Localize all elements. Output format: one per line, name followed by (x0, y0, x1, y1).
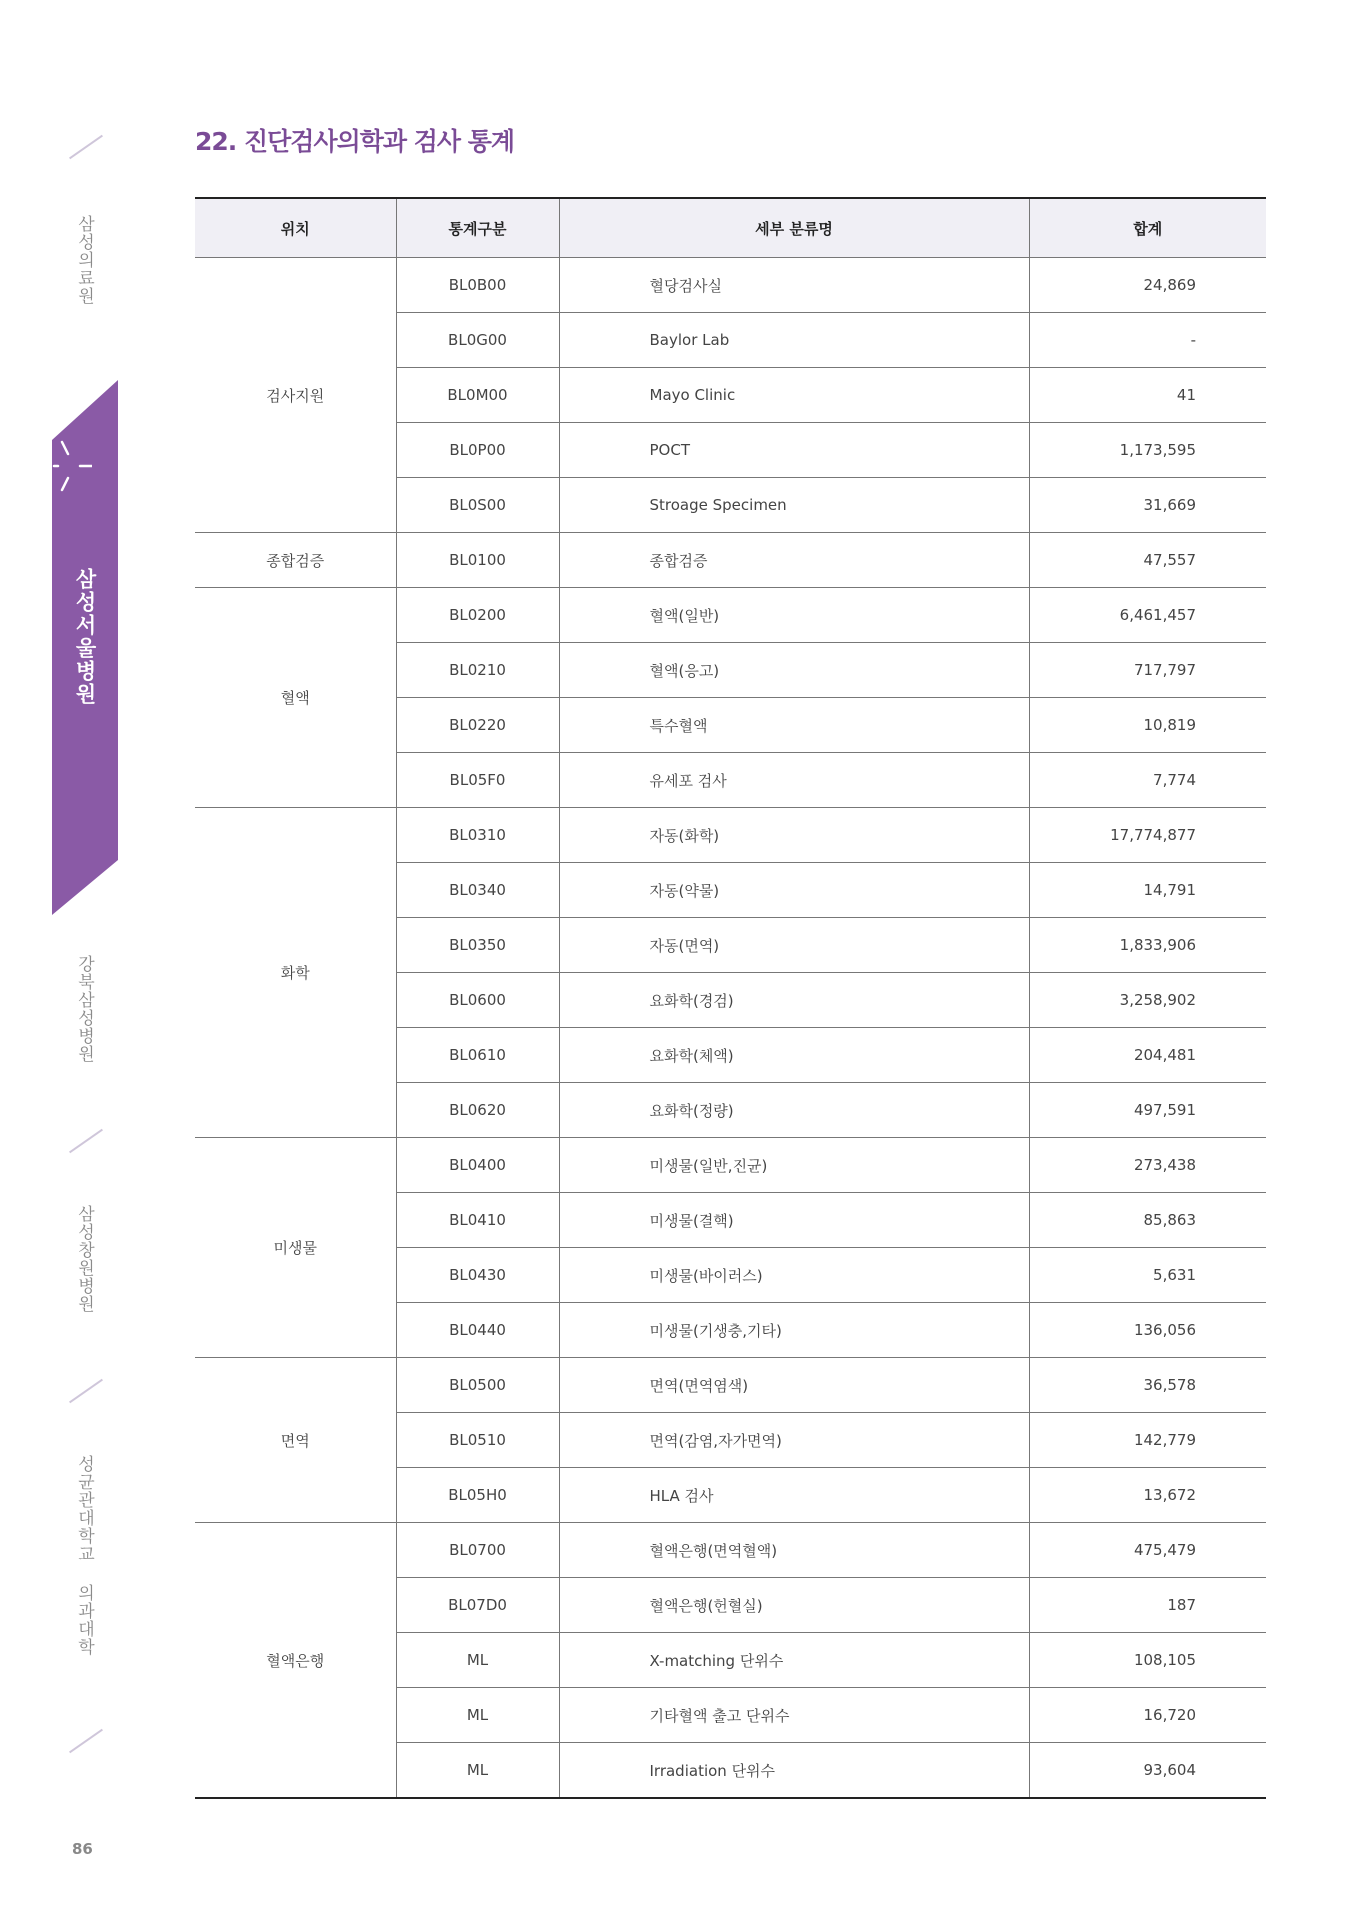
table-row (195, 588, 1266, 643)
table-row (195, 1138, 1266, 1193)
cell-code: BL0350 (396, 918, 559, 973)
sparkle-icon (52, 438, 92, 494)
cell-location: 미생물 (195, 1138, 396, 1358)
cell-code: BL0200 (396, 588, 559, 643)
divider-slash (69, 135, 103, 160)
header-total: 합계 (1029, 198, 1266, 258)
table-row (195, 258, 1266, 313)
divider-slash (69, 1129, 103, 1154)
cell-code: BL0400 (396, 1138, 559, 1193)
cell-name: 요화학(정량) (559, 1083, 1029, 1138)
cell-location: 혈액 (195, 588, 396, 808)
cell-name: 면역(면역염색) (559, 1358, 1029, 1413)
header-location: 위치 (195, 198, 396, 258)
cell-code: ML (396, 1688, 559, 1743)
cell-total: 6,461,457 (1029, 588, 1266, 643)
cell-code: BL0310 (396, 808, 559, 863)
cell-code: BL0210 (396, 643, 559, 698)
cell-total: 475,479 (1029, 1523, 1266, 1578)
cell-name: 종합검증 (559, 533, 1029, 588)
cell-total: 24,869 (1029, 258, 1266, 313)
cell-total: 14,791 (1029, 863, 1266, 918)
cell-total: 31,669 (1029, 478, 1266, 533)
cell-total: 41 (1029, 368, 1266, 423)
table-header-row (195, 198, 1266, 258)
cell-code: BL0620 (396, 1083, 559, 1138)
cell-total: 1,833,906 (1029, 918, 1266, 973)
cell-name: 혈액은행(헌혈실) (559, 1578, 1029, 1633)
cell-name: 자동(약물) (559, 863, 1029, 918)
cell-name: 기타혈액 출고 단위수 (559, 1688, 1029, 1743)
cell-code: BL0600 (396, 973, 559, 1028)
cell-code: BL0430 (396, 1248, 559, 1303)
cell-total: 497,591 (1029, 1083, 1266, 1138)
cell-total: 187 (1029, 1578, 1266, 1633)
cell-code: BL0500 (396, 1358, 559, 1413)
cell-code: BL0510 (396, 1413, 559, 1468)
cell-code: BL0700 (396, 1523, 559, 1578)
cell-location: 면역 (195, 1358, 396, 1523)
cell-total: 142,779 (1029, 1413, 1266, 1468)
cell-total: 17,774,877 (1029, 808, 1266, 863)
cell-total: 13,672 (1029, 1468, 1266, 1523)
cell-name: 요화학(체액) (559, 1028, 1029, 1083)
cell-name: Irradiation 단위수 (559, 1743, 1029, 1799)
cell-name: X-matching 단위수 (559, 1633, 1029, 1688)
table-row (195, 808, 1266, 863)
cell-total: 16,720 (1029, 1688, 1266, 1743)
cell-total: 5,631 (1029, 1248, 1266, 1303)
table-row (195, 1523, 1266, 1578)
cell-location: 혈액은행 (195, 1523, 396, 1799)
cell-code: BL0440 (396, 1303, 559, 1358)
cell-total: 47,557 (1029, 533, 1266, 588)
cell-name: Baylor Lab (559, 313, 1029, 368)
cell-location: 화학 (195, 808, 396, 1138)
cell-code: BL05F0 (396, 753, 559, 808)
cell-code: BL0340 (396, 863, 559, 918)
cell-total: 10,819 (1029, 698, 1266, 753)
cell-name: 혈액(일반) (559, 588, 1029, 643)
cell-name: Mayo Clinic (559, 368, 1029, 423)
cell-total: 36,578 (1029, 1358, 1266, 1413)
side-nav-item-skku-medicine[interactable]: 성균관대학교 의과대학 (74, 1455, 94, 1656)
cell-code: BL0M00 (396, 368, 559, 423)
cell-name: POCT (559, 423, 1029, 478)
cell-name: 면역(감염,자가면역) (559, 1413, 1029, 1468)
cell-name: 미생물(바이러스) (559, 1248, 1029, 1303)
cell-code: BL07D0 (396, 1578, 559, 1633)
page-title: 22. 진단검사의학과 검사 통계 (195, 127, 515, 156)
cell-code: BL0P00 (396, 423, 559, 478)
cell-total: 93,604 (1029, 1743, 1266, 1799)
cell-name: 자동(면역) (559, 918, 1029, 973)
table-body (195, 258, 1266, 1799)
cell-name: 자동(화학) (559, 808, 1029, 863)
cell-name: Stroage Specimen (559, 478, 1029, 533)
cell-code: BL0100 (396, 533, 559, 588)
header-subcategory: 세부 분류명 (559, 198, 1029, 258)
table-row (195, 1358, 1266, 1413)
cell-code: BL05H0 (396, 1468, 559, 1523)
cell-code: BL0G00 (396, 313, 559, 368)
cell-location: 종합검증 (195, 533, 396, 588)
cell-name: 혈당검사실 (559, 258, 1029, 313)
side-nav-item-samsung-medical[interactable]: 삼성의료원 (74, 215, 94, 305)
side-nav-item-changwon[interactable]: 삼성창원병원 (74, 1205, 94, 1313)
cell-location: 검사지원 (195, 258, 396, 533)
cell-name: 미생물(일반,진균) (559, 1138, 1029, 1193)
cell-name: 미생물(기생충,기타) (559, 1303, 1029, 1358)
cell-code: ML (396, 1633, 559, 1688)
cell-total: 3,258,902 (1029, 973, 1266, 1028)
cell-total: 204,481 (1029, 1028, 1266, 1083)
side-navigation (0, 0, 130, 1920)
cell-name: 요화학(경검) (559, 973, 1029, 1028)
cell-total: 273,438 (1029, 1138, 1266, 1193)
cell-code: BL0410 (396, 1193, 559, 1248)
cell-name: 유세포 검사 (559, 753, 1029, 808)
cell-name: 혈액은행(면역혈액) (559, 1523, 1029, 1578)
cell-total: 108,105 (1029, 1633, 1266, 1688)
side-nav-item-kangbuk[interactable]: 강북삼성병원 (74, 955, 94, 1063)
cell-code: BL0B00 (396, 258, 559, 313)
cell-code: BL0S00 (396, 478, 559, 533)
cell-code: ML (396, 1743, 559, 1799)
divider-slash (69, 1379, 103, 1404)
header-category: 통계구분 (396, 198, 559, 258)
cell-name: 미생물(결핵) (559, 1193, 1029, 1248)
cell-code: BL0220 (396, 698, 559, 753)
page-number: 86 (72, 1840, 93, 1858)
side-nav-item-samsung-seoul[interactable]: 삼성서울병원 (73, 568, 97, 706)
statistics-table (195, 197, 1266, 1799)
cell-total: 717,797 (1029, 643, 1266, 698)
cell-code: BL0610 (396, 1028, 559, 1083)
cell-total: 7,774 (1029, 753, 1266, 808)
cell-name: 특수혈액 (559, 698, 1029, 753)
cell-name: 혈액(응고) (559, 643, 1029, 698)
table-row (195, 533, 1266, 588)
cell-name: HLA 검사 (559, 1468, 1029, 1523)
cell-total: 136,056 (1029, 1303, 1266, 1358)
cell-total: 85,863 (1029, 1193, 1266, 1248)
cell-total: - (1029, 313, 1266, 368)
cell-total: 1,173,595 (1029, 423, 1266, 478)
divider-slash (69, 1729, 103, 1754)
